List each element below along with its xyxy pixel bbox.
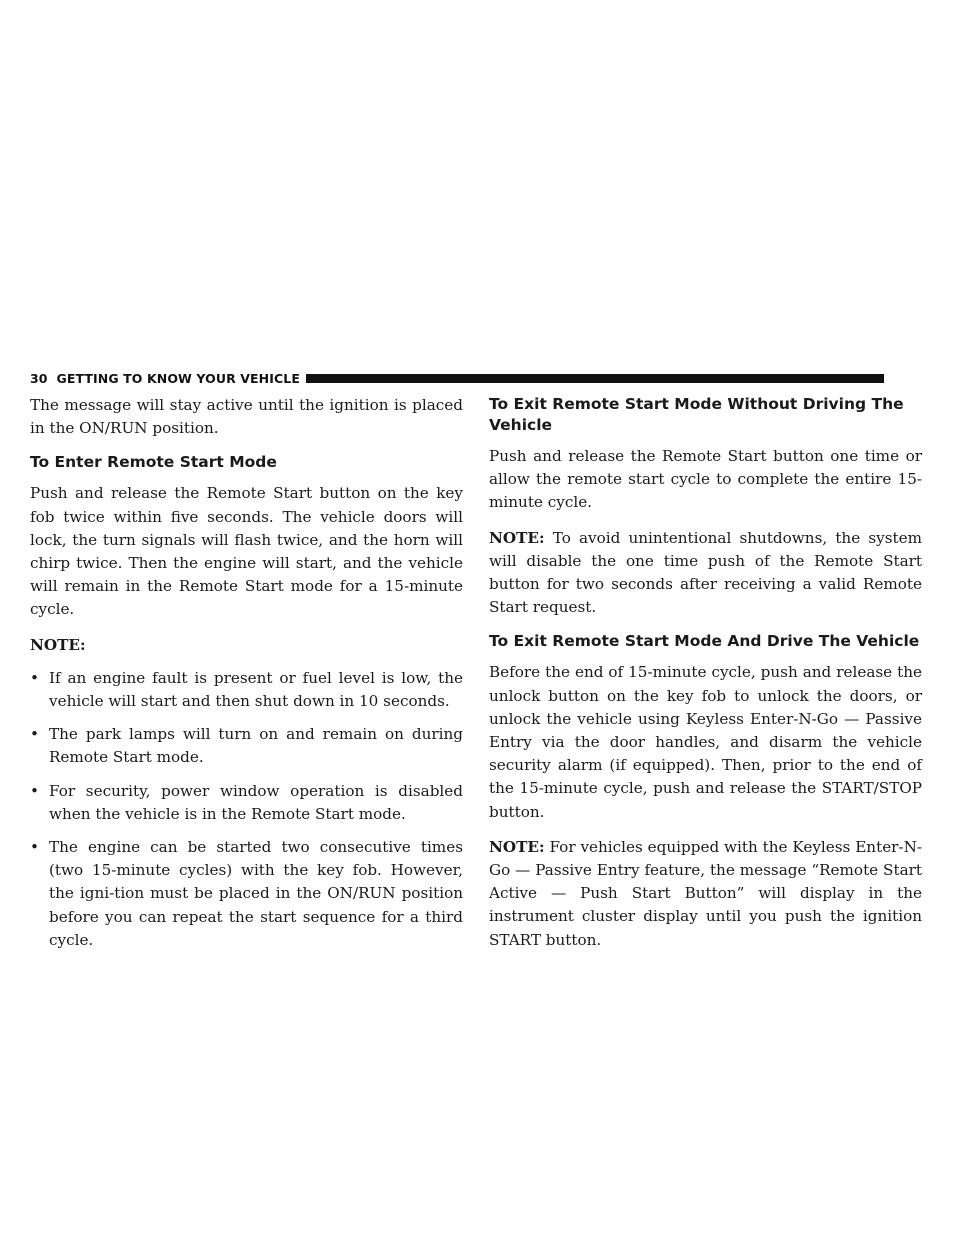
section-title: GETTING TO KNOW YOUR VEHICLE <box>56 370 300 386</box>
heading-exit-without-driving: To Exit Remote Start Mode Without Driving The Vehicle <box>489 395 904 434</box>
left-column <box>30 394 463 962</box>
exit-and-drive-paragraph: Before the end of 15-minute cycle, push and release the unlock button on the key fob to unlock the doors, or unlock the vehicle using Keyless Enter-N-Go — Passive Entry via the door handles, and disarm the vehicle security alarm (if equipped). Then, prior to the end of the 15-minute cycle, push and release the START/STOP button. <box>489 663 922 821</box>
note-label: NOTE: <box>489 528 545 547</box>
list-item: • If an engine fault is present or fuel level is low, the vehicle will start and then shut down in 10 seconds. <box>30 668 463 711</box>
right-column <box>489 394 922 964</box>
page-header-label <box>30 371 300 386</box>
page-number: 30 <box>30 370 48 386</box>
note-paragraph: NOTE: To avoid unintentional shutdowns, the system will disable the one time push of the Remote Start button for two seconds after receiving a valid Remote Start request. <box>489 528 922 617</box>
bullet-marker: • <box>30 781 39 800</box>
bullet-marker: • <box>30 668 39 687</box>
intro-paragraph: The message will stay active until the ignition is placed in the ON/RUN position. <box>30 396 463 438</box>
bullet-marker: • <box>30 725 39 744</box>
heading-enter-remote-start: To Enter Remote Start Mode <box>30 453 277 472</box>
list-item: • For security, power window operation is disabled when the vehicle is in the Remote Start mode. <box>30 781 463 823</box>
note-label: NOTE: <box>489 837 545 856</box>
list-item: • The park lamps will turn on and remain on during Remote Start mode. <box>30 725 463 767</box>
note-bullet-list <box>30 667 463 952</box>
bullet-marker: • <box>30 838 39 857</box>
note-label: NOTE: <box>30 635 86 654</box>
header-rule <box>306 374 884 383</box>
enter-remote-start-paragraph: Push and release the Remote Start button on the key fob twice within five seconds. The vehicle doors will lock, the turn signals will flash twice, and the horn will chirp twice. Then the engine will start, and the vehicle will remain in the Remote Start mode for a 15-minute cycle. <box>30 484 463 619</box>
exit-without-driving-paragraph: Push and release the Remote Start button one time or allow the remote start cycle to complete the entire 15-minute cycle. <box>489 447 922 512</box>
list-item: • The engine can be started two consecutive times (two 15-minute cycles) with the key fob. However, the igni-tion must be placed in the ON/RUN position before you can repeat the start sequence for a third cycle. <box>30 838 463 949</box>
page-header <box>30 370 884 386</box>
heading-exit-and-drive: To Exit Remote Start Mode And Drive The Vehicle <box>489 632 920 651</box>
note-paragraph: NOTE: For vehicles equipped with the Keyless Enter-N-Go — Passive Entry feature, the message “Remote Start Active — Push Start Button” will display in the instrument cluster display until you push the ignition START button. <box>489 837 922 949</box>
